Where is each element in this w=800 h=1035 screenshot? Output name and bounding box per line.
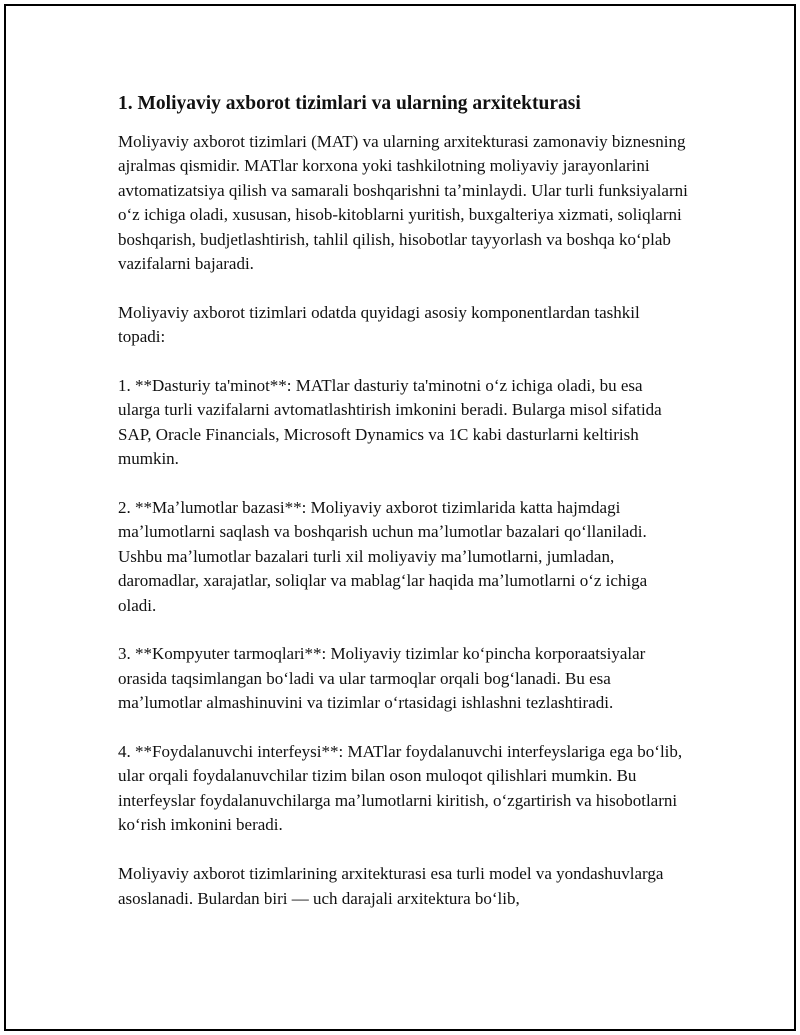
list-item-networks: 3. **Kompyuter tarmoqlari**: Moliyaviy tizimlar koʻpincha korporaatsiyalar orasida taqsimlangan boʻladi va ular tarmoqlar orqali bogʻlanadi. Bu esa maʼlumotlar almashinuvini va tizimlar oʻrtasidagi ishlashni tezlashtiradi. [118,644,646,713]
paragraph-architecture: Moliyaviy axborot tizimlarining arxitekturasi esa turli model va yondashuvlarga asoslanadi. Bulardan biri — uch darajali arxitektura boʻlib, [118,864,664,908]
document-body [118,88,688,935]
section-heading: 1. Moliyaviy axborot tizimlari va ularning arxitekturasi [118,93,581,114]
list-item-database: 2. **Maʼlumotlar bazasi**: Moliyaviy axborot tizimlarida katta hajmdagi maʼlumotlarni saqlash va boshqarish uchun maʼlumotlar bazalari qoʻllaniladi. Ushbu maʼlumotlar bazalari turli xil moliyaviy maʼlumotlarni, jumladan, daromadlar, xarajatlar, soliqlar va mablagʻlar haqida maʼlumotlarni oʻz ichiga oladi. [118,498,648,615]
list-item-software: 1. **Dasturiy ta'minot**: MATlar dasturiy ta'minotni oʻz ichiga oladi, bu esa ularga turli vazifalarni avtomatlashtirish imkonini beradi. Bularga misol sifatida SAP, Oracle Financials, Microsoft Dynamics va 1C kabi dasturlarni keltirish mumkin. [118,376,662,469]
paragraph-intro: Moliyaviy axborot tizimlari (MAT) va ularning arxitekturasi zamonaviy biznesning ajralmas qismidir. MATlar korxona yoki tashkilotning moliyaviy jarayonlarini avtomatizatsiya qilish va samarali boshqarishni taʼminlaydi. Ular turli funksiyalarni oʻz ichiga oladi, xususan, hisob-kitoblarni yuritish, buxgalteriya xizmati, soliqlarni boshqarish, budjetlashtirish, tahlil qilish, hisobotlar tayyorlash va boshqa koʻplab vazifalarni bajaradi. [118,132,688,274]
paragraph-components-lead: Moliyaviy axborot tizimlari odatda quyidagi asosiy komponentlardan tashkil topadi: [118,302,640,347]
list-item-user-interface: 4. **Foydalanuvchi interfeysi**: MATlar foydalanuvchi interfeyslariga ega boʻlib, ular orqali foydalanuvchilar tizim bilan oson muloqot qilishlari mumkin. Bu interfeyslar foydalanuvchilarga maʼlumotlarni kiritish, oʻzgartirish va hisobotlarni koʻrish imkonini beradi. [118,742,683,835]
